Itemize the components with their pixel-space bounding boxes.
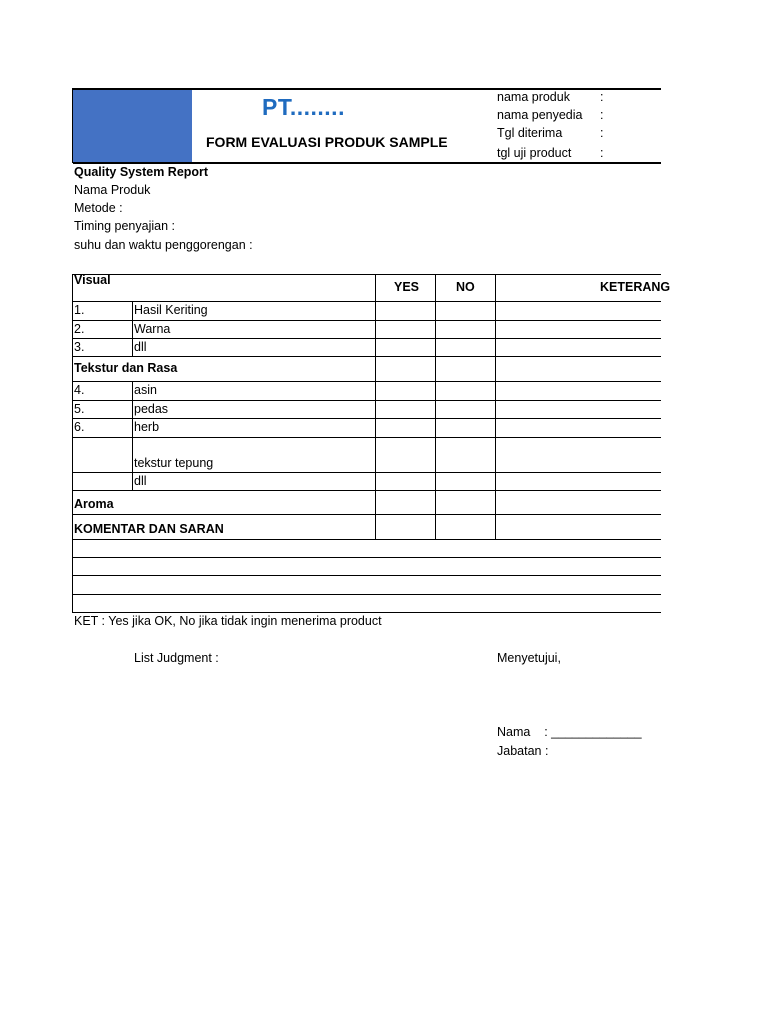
row-5-item: pedas — [134, 402, 169, 416]
section-aroma: Aroma — [74, 497, 114, 511]
row-2-num: 2. — [74, 322, 85, 336]
field-nama-produk-label: nama produk — [497, 90, 570, 104]
header-left-border — [72, 88, 73, 163]
field-tgl-diterima-label: Tgl diterima — [497, 126, 563, 140]
report-line-timing: Timing penyajian : — [74, 219, 175, 233]
row-3-item: dll — [134, 340, 147, 354]
header-keterangan: KETERANG — [600, 280, 671, 294]
ket-note: KET : Yes jika OK, No jika tidak ingin menerima product — [74, 614, 382, 628]
section-tekstur-rasa: Tekstur dan Rasa — [74, 361, 178, 375]
section-komentar-saran: KOMENTAR DAN SARAN — [74, 522, 224, 536]
row-7-item: tekstur tepung — [134, 456, 214, 470]
field-tgl-uji-label: tgl uji product — [497, 146, 572, 160]
header-top-border — [73, 88, 661, 90]
row-2-item: Warna — [134, 322, 171, 336]
row-8-item: dll — [134, 474, 147, 488]
header-visual: Visual — [74, 273, 111, 287]
report-line-suhu: suhu dan waktu penggorengan : — [74, 238, 253, 252]
row-4-item: asin — [134, 383, 157, 397]
row-1-num: 1. — [74, 303, 85, 317]
row-3-num: 3. — [74, 340, 85, 354]
approval-label: Menyetujui, — [497, 651, 561, 665]
report-line-nama-produk: Nama Produk — [74, 183, 151, 197]
field-tgl-uji-sep: : — [600, 146, 604, 160]
field-nama-penyedia-sep: : — [600, 108, 604, 122]
nama-signature-line: Nama : _____________ — [497, 725, 642, 739]
field-nama-penyedia-label: nama penyedia — [497, 108, 583, 122]
company-logo — [73, 89, 192, 163]
header-yes: YES — [394, 280, 420, 294]
header-bottom-border — [73, 162, 661, 164]
row-6-num: 6. — [74, 420, 85, 434]
row-6-item: herb — [134, 420, 160, 434]
report-title: Quality System Report — [74, 165, 209, 179]
row-4-num: 4. — [74, 383, 85, 397]
field-tgl-diterima-sep: : — [600, 126, 604, 140]
row-5-num: 5. — [74, 402, 85, 416]
company-name: PT........ — [262, 94, 345, 120]
form-title: FORM EVALUASI PRODUK SAMPLE — [206, 134, 448, 150]
jabatan-label: Jabatan : — [497, 744, 549, 758]
header-no: NO — [456, 280, 475, 294]
report-line-metode: Metode : — [74, 201, 123, 215]
list-judgment-label: List Judgment : — [134, 651, 219, 665]
row-1-item: Hasil Keriting — [134, 303, 208, 317]
field-nama-produk-sep: : — [600, 90, 604, 104]
